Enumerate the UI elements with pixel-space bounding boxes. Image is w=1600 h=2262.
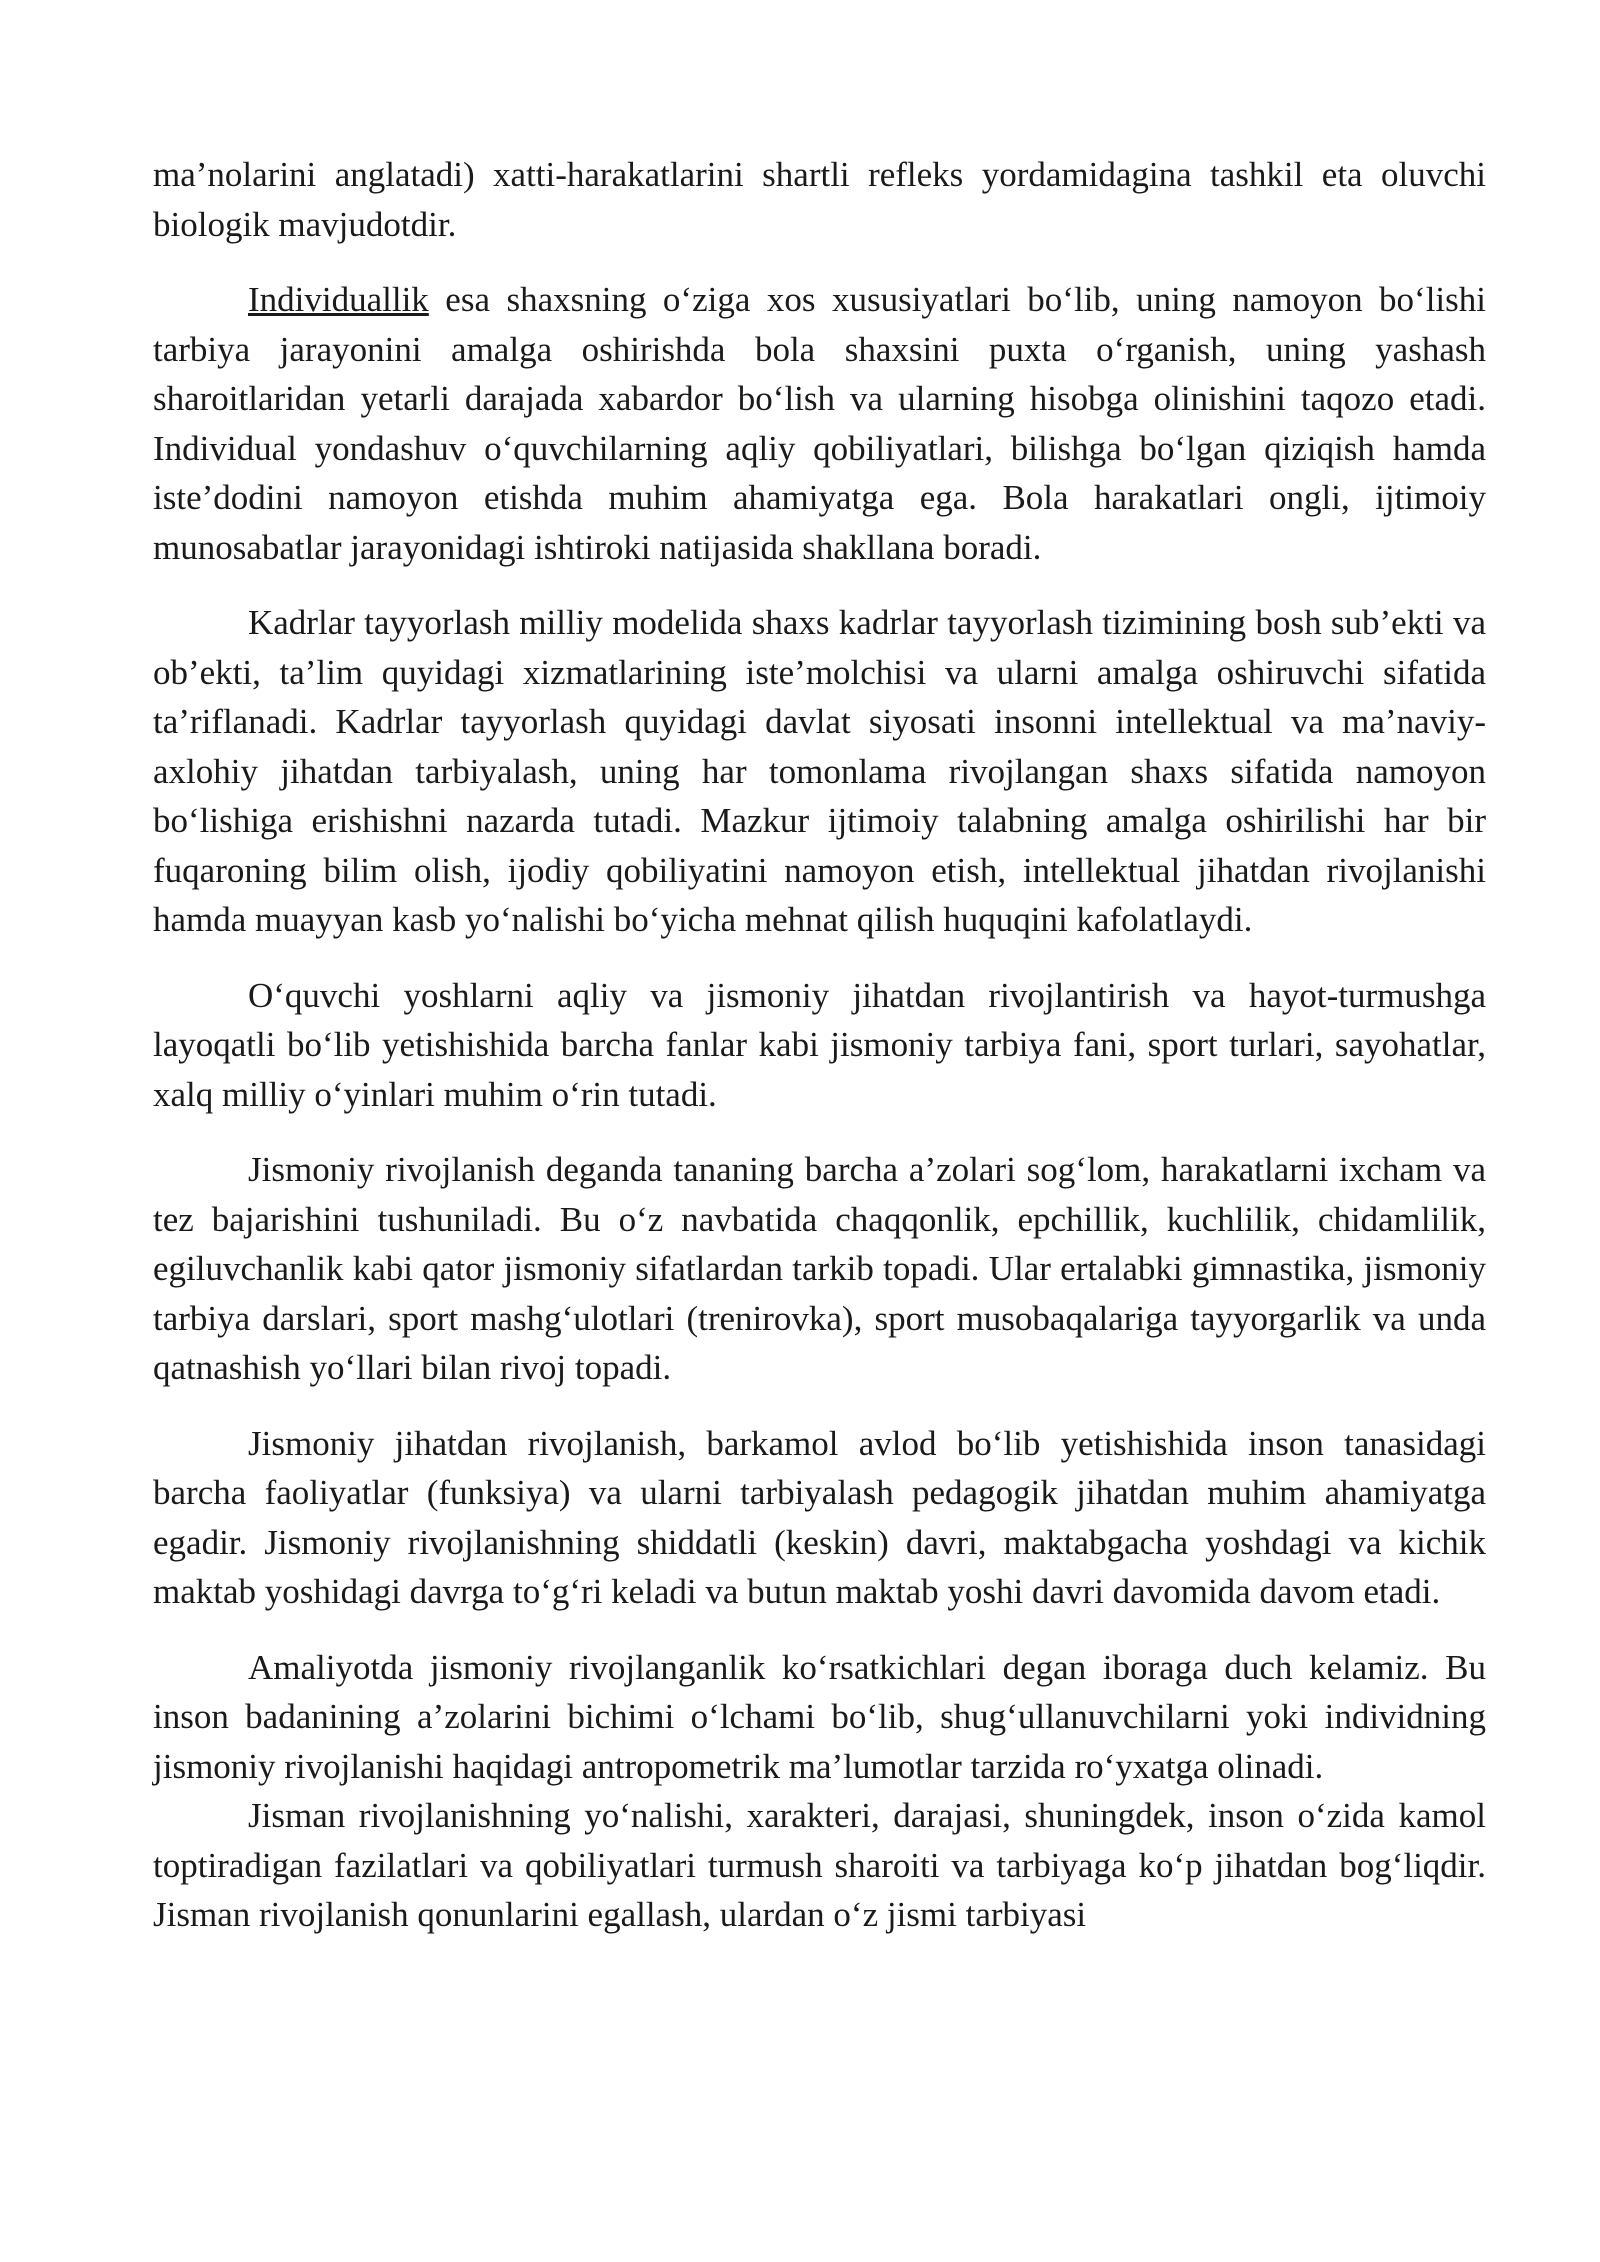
paragraph-5: [153, 1145, 1486, 1393]
paragraph-1: [153, 150, 1486, 249]
paragraph-6: [153, 1419, 1486, 1617]
paragraph-2: [153, 275, 1486, 572]
document-page: [153, 150, 1486, 1966]
term-individuallik: Individuallik: [248, 280, 429, 319]
paragraph-text: Kadrlar tayyorlash milliy modelida shaxs kadrlar tayyorlash tizimining bosh sub’ekti va ob’ekti, ta’lim quyidagi xizmatlarining iste’molchisi va ularni amalga oshiruvchi sifatida ta’riflanadi. Kadrlar tayyorlash quyidagi davlat siyosati insonni intellektual va ma’naviy-axlohiy jihatdan tarbiyalash, uning har tomonlama rivojlangan shaxs sifatida namoyon bo‘lishiga erishishni nazarda tutadi. Mazkur ijtimoiy talabning amalga oshirilishi har bir fuqaroning bilim olish, ijodiy qobiliyatini namoyon etish, intellektual jihatdan rivojlanishi hamda muayyan kasb yo‘nalishi bo‘yicha mehnat qilish huquqini kafolatlaydi.: [153, 603, 1486, 939]
paragraph-4: [153, 971, 1486, 1120]
paragraph-text: Jismoniy rivojlanish deganda tananing barcha a’zolari sog‘lom, harakatlarni ixcham va tez bajarishini tushuniladi. Bu o‘z navbatida chaqqonlik, epchillik, kuchlilik, chidamlilik, egiluvchanlik kabi qator jismoniy sifatlardan tarkib topadi. Ular ertalabki gimnastika, jismoniy tarbiya darslari, sport mashg‘ulotlari (trenirovka), sport musobaqalariga tayyorgarlik va unda qatnashish yo‘llari bilan rivoj topadi.: [153, 1150, 1486, 1387]
paragraph-text: ma’nolarini anglatadi) xatti-harakatlarini shartli refleks yordamidagina tashkil eta oluvchi biologik mavjudotdir.: [153, 155, 1486, 244]
paragraph-text: Jisman rivojlanishning yo‘nalishi, xarakteri, darajasi, shuningdek, inson o‘zida kamol toptiradigan fazilatlari va qobiliyatlari turmush sharoiti va tarbiyaga ko‘p jihatdan bog‘liqdir. Jisman rivojlanish qonunlarini egallash, ulardan o‘z jismi tarbiyasi: [153, 1796, 1486, 1934]
paragraph-7: [153, 1643, 1486, 1792]
paragraph-3: [153, 598, 1486, 945]
paragraph-8: [153, 1791, 1486, 1940]
paragraph-text: Amaliyotda jismoniy rivojlanganlik ko‘rsatkichlari degan iboraga duch kelamiz. Bu inson badanining a’zolarini bichimi o‘lchami bo‘lib, shug‘ullanuvchilarni yoki individning jismoniy rivojlanishi haqidagi antropometrik ma’lumotlar tarzida ro‘yxatga olinadi.: [153, 1647, 1486, 1786]
paragraph-text: O‘quvchi yoshlarni aqliy va jismoniy jihatdan rivojlantirish va hayot-turmushga layoqatli bo‘lib yetishishida barcha fanlar kabi jismoniy tarbiya fani, sport turlari, sayohatlar, xalq milliy o‘yinlari muhim o‘rin tutadi.: [153, 975, 1486, 1114]
paragraph-text: esa shaxsning o‘ziga xos xususiyatlari bo‘lib, uning namoyon bo‘lishi tarbiya jarayonini amalga oshirishda bola shaxsini puxta o‘rganish, uning yashash sharoitlaridan yetarli darajada xabardor bo‘lish va ularning hisobga olinishini taqozo etadi. Individual yondashuv o‘quvchilarning aqliy qobiliyatlari, bilishga bo‘lgan qiziqish hamda iste’dodini namoyon etishda muhim ahamiyatga ega. Bola harakatlari ongli, ijtimoiy munosabatlar jarayonidagi ishtiroki natijasida shakllana boradi.: [153, 280, 1486, 567]
paragraph-text: Jismoniy jihatdan rivojlanish, barkamol avlod bo‘lib yetishishida inson tanasidagi barcha faoliyatlar (funksiya) va ularni tarbiyalash pedagogik jihatdan muhim ahamiyatga egadir. Jismoniy rivojlanishning shiddatli (keskin) davri, maktabgacha yoshdagi va kichik maktab yoshidagi davrga to‘g‘ri keladi va butun maktab yoshi davri davomida davom etadi.: [153, 1423, 1486, 1611]
